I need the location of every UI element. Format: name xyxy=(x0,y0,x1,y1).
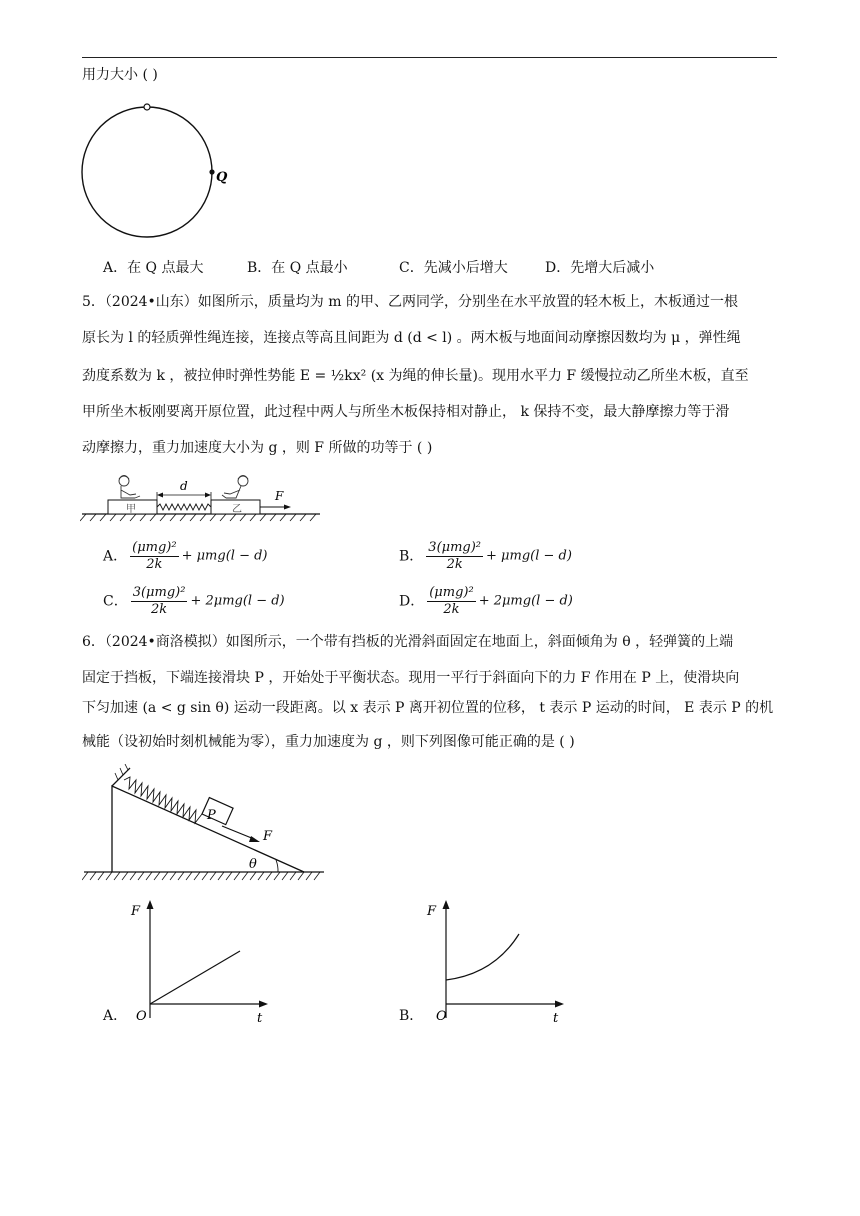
graph-a-ylabel: F xyxy=(131,904,141,919)
label-theta: θ xyxy=(249,857,257,872)
label-jia: 甲 xyxy=(126,504,136,515)
circle-track xyxy=(82,107,212,237)
q6-line-3: 下匀加速 (a < g sin θ) 运动一段距离。以 x 表示 P 离开初位置的位移， t 表示 P 运动的时间， E 表示 P 的机 xyxy=(82,700,774,716)
option-tail: + μmg(l − d) xyxy=(181,548,268,564)
q5-line-2: 原长为 l 的轻质弹性绳连接，连接点等高且间距为 d (d < l) 。两木板与地面间动摩擦因数均为 μ ，弹性绳 xyxy=(82,330,741,346)
q5-option-b xyxy=(399,540,572,573)
label-d: d xyxy=(180,479,188,493)
q4-continuation: 用力大小 ( ) xyxy=(82,67,158,83)
fraction-denominator: 2k xyxy=(446,557,463,572)
fraction-numerator: 3(μmg)² xyxy=(132,585,186,600)
graph-a xyxy=(128,896,278,1028)
fraction-numerator: 3(μmg)² xyxy=(428,540,482,555)
label-f: F xyxy=(263,829,273,844)
student-jia xyxy=(119,476,140,499)
fraction-denominator: 2k xyxy=(151,602,168,617)
graph-b-letter: B． xyxy=(399,1008,424,1024)
label-yi: 乙 xyxy=(232,504,242,515)
q4-circle-figure xyxy=(78,100,238,250)
q6-line-2: 固定于挡板，下端连接滑块 P ，开始处于平衡状态。现用一平行于斜面向下的力 F 作用在 P 上，使滑块向 xyxy=(82,670,740,686)
option-tail: + 2μmg(l − d) xyxy=(478,593,573,609)
q4-option-b: B．在 Q 点最小 xyxy=(247,260,348,276)
q5-boards-figure xyxy=(80,470,325,524)
point-q xyxy=(209,169,214,174)
label-p: P xyxy=(207,808,216,823)
option-tail: + 2μmg(l − d) xyxy=(190,593,285,609)
fraction-denominator: 2k xyxy=(146,557,163,572)
top-point xyxy=(144,104,150,110)
q6-line-1: 6．（2024•商洛模拟）如图所示，一个带有挡板的光滑斜面固定在地面上，斜面倾角为 θ ，轻弹簧的上端 xyxy=(82,634,734,650)
graph-a-line xyxy=(150,951,240,1004)
graph-b-ylabel: F xyxy=(427,904,437,919)
option-letter: D． xyxy=(399,593,425,610)
q5-option-d xyxy=(399,585,573,618)
incline xyxy=(112,786,304,872)
option-letter: A． xyxy=(103,548,128,565)
q6-incline-figure xyxy=(82,764,327,886)
student-yi xyxy=(222,476,248,499)
q5-option-a xyxy=(103,540,267,573)
graph-a-xlabel: t xyxy=(257,1011,263,1026)
point-q-label: Q xyxy=(216,170,228,185)
spring xyxy=(124,777,202,823)
option-tail: + μmg(l − d) xyxy=(486,548,572,564)
q5-option-c xyxy=(103,585,285,618)
q5-line-5: 动摩擦力，重力加速度大小为 g ，则 F 所做的功等于 ( ) xyxy=(82,440,433,456)
q4-option-a: A．在 Q 点最大 xyxy=(103,260,204,276)
elastic-rope xyxy=(157,504,211,510)
q5-line-1: 5．（2024•山东）如图所示，质量均为 m 的甲、乙两同学，分别坐在水平放置的轻木板上，木板通过一根 xyxy=(82,294,738,310)
fraction-numerator: (μmg)² xyxy=(429,585,474,600)
ground-hatch xyxy=(82,872,320,880)
graph-b-curve xyxy=(446,934,519,980)
header-rule xyxy=(82,57,777,58)
graph-a-letter: A． xyxy=(103,1008,128,1024)
ground-hatch xyxy=(80,514,316,521)
option-letter: B． xyxy=(399,548,424,565)
fraction-numerator: (μmg)² xyxy=(132,540,177,555)
graph-b xyxy=(424,896,574,1028)
q5-line-3: 劲度系数为 k ，被拉伸时弹性势能 E = ½kx² (x 为绳的伸长量)。现用水平力 F 缓慢拉动乙所坐木板，直至 xyxy=(82,368,749,384)
q6-line-4: 械能（设初始时刻机械能为零），重力加速度为 g ，则下列图像可能正确的是 ( ) xyxy=(82,734,575,750)
q4-option-d: D．先增大后减小 xyxy=(545,260,655,276)
option-letter: C． xyxy=(103,593,128,610)
graph-b-xlabel: t xyxy=(553,1011,559,1026)
graph-a-origin: O xyxy=(136,1009,147,1024)
q4-option-c: C．先减小后增大 xyxy=(399,260,508,276)
graph-b-origin: O xyxy=(436,1009,447,1024)
label-f: F xyxy=(275,489,284,503)
q5-line-4: 甲所坐木板刚要离开原位置，此过程中两人与所坐木板保持相对静止， k 保持不变，最大静摩擦力等于滑 xyxy=(82,404,730,420)
fraction-denominator: 2k xyxy=(443,602,460,617)
